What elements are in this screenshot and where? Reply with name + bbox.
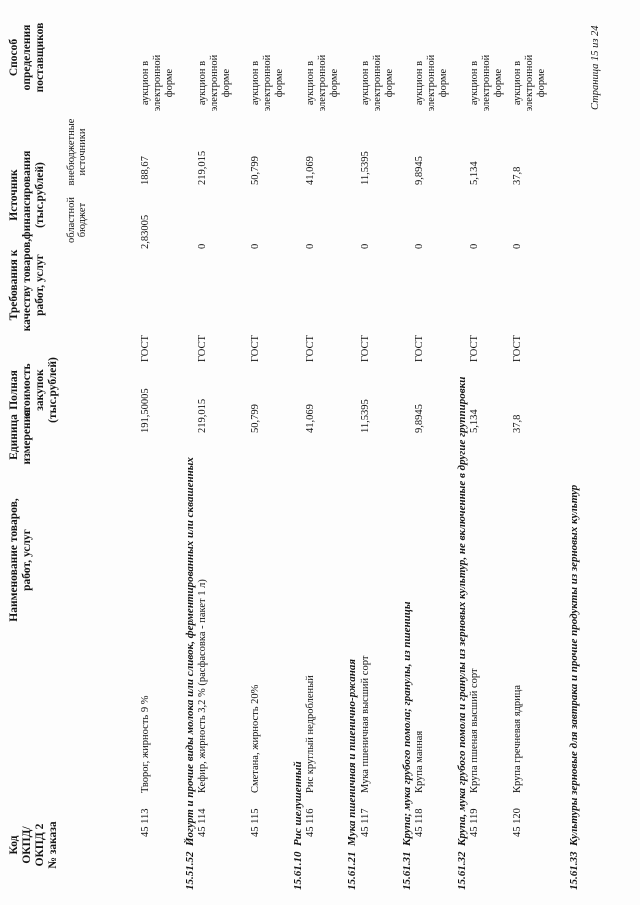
row-cost: 37,8 xyxy=(512,414,523,433)
row-cost: 41,069 xyxy=(305,404,316,433)
row-requirement: ГОСТ xyxy=(512,335,523,362)
section-header: 15.61.33 Культуры зерновые для завтрака и прочие продукты из зерновых культур xyxy=(568,484,580,890)
row-code: 45 116 xyxy=(305,808,316,837)
row-cost: 219,015 xyxy=(197,398,208,433)
row-regional-budget: 0 xyxy=(512,243,523,249)
header-extra-budget: внебюджетные источники xyxy=(66,118,88,186)
row-code: 45 120 xyxy=(512,808,523,837)
row-name: Рис круглый недробленый xyxy=(305,675,316,793)
row-method: аукцион в электронной форме xyxy=(414,54,449,112)
row-name: Крупа гречневая ядрица xyxy=(512,684,523,793)
row-extra-budget: 11,5395 xyxy=(360,151,371,185)
header-method: Способ определения поставщиков xyxy=(8,22,46,93)
row-requirement: ГОСТ xyxy=(360,335,371,362)
row-code: 45 113 xyxy=(140,808,151,837)
row-cost: 50,799 xyxy=(250,404,261,433)
header-funding: Источник финансирования (тыс.рублей) xyxy=(8,150,46,240)
row-regional-budget: 0 xyxy=(360,243,371,249)
row-method: аукцион в электронной форме xyxy=(197,54,232,112)
row-regional-budget: 2,83005 xyxy=(140,214,151,249)
row-requirement: ГОСТ xyxy=(469,335,480,362)
row-method: аукцион в электронной форме xyxy=(512,54,547,112)
row-method: аукцион в электронной форме xyxy=(250,54,285,112)
row-cost: 11,5395 xyxy=(360,399,371,433)
section-header: 15.61.10 Рис шелушенный xyxy=(292,761,304,890)
row-method: аукцион в электронной форме xyxy=(305,54,340,112)
row-cost: 191,50005 xyxy=(140,388,151,433)
row-cost: 5,134 xyxy=(469,409,480,433)
header-regional-budget: областной бюджет xyxy=(66,197,88,243)
row-requirement: ГОСТ xyxy=(140,335,151,362)
section-header: 15.51.52 Йогурт и прочие виды молока или сливок, ферментированных или сквашенных xyxy=(184,457,196,890)
header-requirements: Требования к качеству товаров, работ, услуг xyxy=(8,238,46,332)
row-name: Сметана, жирность 20% xyxy=(250,684,261,793)
row-regional-budget: 0 xyxy=(469,243,480,249)
section-header: 15.61.32 Крупа, мука грубого помола и гранулы из зерновых культур, не включенные в другие группировки xyxy=(456,376,468,890)
row-extra-budget: 41,069 xyxy=(305,156,316,185)
row-extra-budget: 37,8 xyxy=(512,166,523,185)
row-extra-budget: 50,799 xyxy=(250,156,261,185)
page-counter: Страница 15 из 24 xyxy=(590,25,601,110)
header-unit: Единица измерения xyxy=(8,409,33,465)
row-extra-budget: 188,67 xyxy=(140,156,151,185)
row-code: 45 118 xyxy=(414,808,425,837)
row-extra-budget: 219,015 xyxy=(197,150,208,185)
row-requirement: ГОСТ xyxy=(250,335,261,362)
row-code: 45 117 xyxy=(360,808,371,837)
row-regional-budget: 0 xyxy=(197,243,208,249)
row-requirement: ГОСТ xyxy=(197,335,208,362)
header-cost: Полная стоимость закупок (тыс.рублей) xyxy=(8,357,59,423)
row-regional-budget: 0 xyxy=(414,243,425,249)
row-method: аукцион в электронной форме xyxy=(469,54,504,112)
row-name: Кефир, жирность 3,2 % (расфасовка - пакет 1 л) xyxy=(197,579,208,793)
section-header: 15.61.31 Крупа; мука грубого помола; гранулы, из пшеницы xyxy=(401,601,413,890)
row-cost: 9,8945 xyxy=(414,404,425,433)
row-regional-budget: 0 xyxy=(305,243,316,249)
row-method: аукцион в электронной форме xyxy=(360,54,395,112)
row-code: 45 115 xyxy=(250,808,261,837)
row-name: Крупа манная xyxy=(414,730,425,793)
row-regional-budget: 0 xyxy=(250,243,261,249)
section-header: 15.61.21 Мука пшеничная и пшенично-ржаная xyxy=(346,658,358,890)
row-code: 45 119 xyxy=(469,808,480,837)
header-code: Код ОКПД/ ОКПД 2 № заказа xyxy=(8,821,59,869)
row-requirement: ГОСТ xyxy=(414,335,425,362)
row-name: Крупа пшеная высший сорт xyxy=(469,668,480,793)
row-method: аукцион в электронной форме xyxy=(140,54,175,112)
row-name: Творог, жирность 9 % xyxy=(140,695,151,793)
row-requirement: ГОСТ xyxy=(305,335,316,362)
row-extra-budget: 5,134 xyxy=(469,161,480,185)
row-code: 45 114 xyxy=(197,808,208,837)
row-extra-budget: 9,8945 xyxy=(414,156,425,185)
header-name: Наименование товаров, работ, услуг xyxy=(8,498,33,622)
row-name: Мука пшеничная высший сорт xyxy=(360,655,371,793)
